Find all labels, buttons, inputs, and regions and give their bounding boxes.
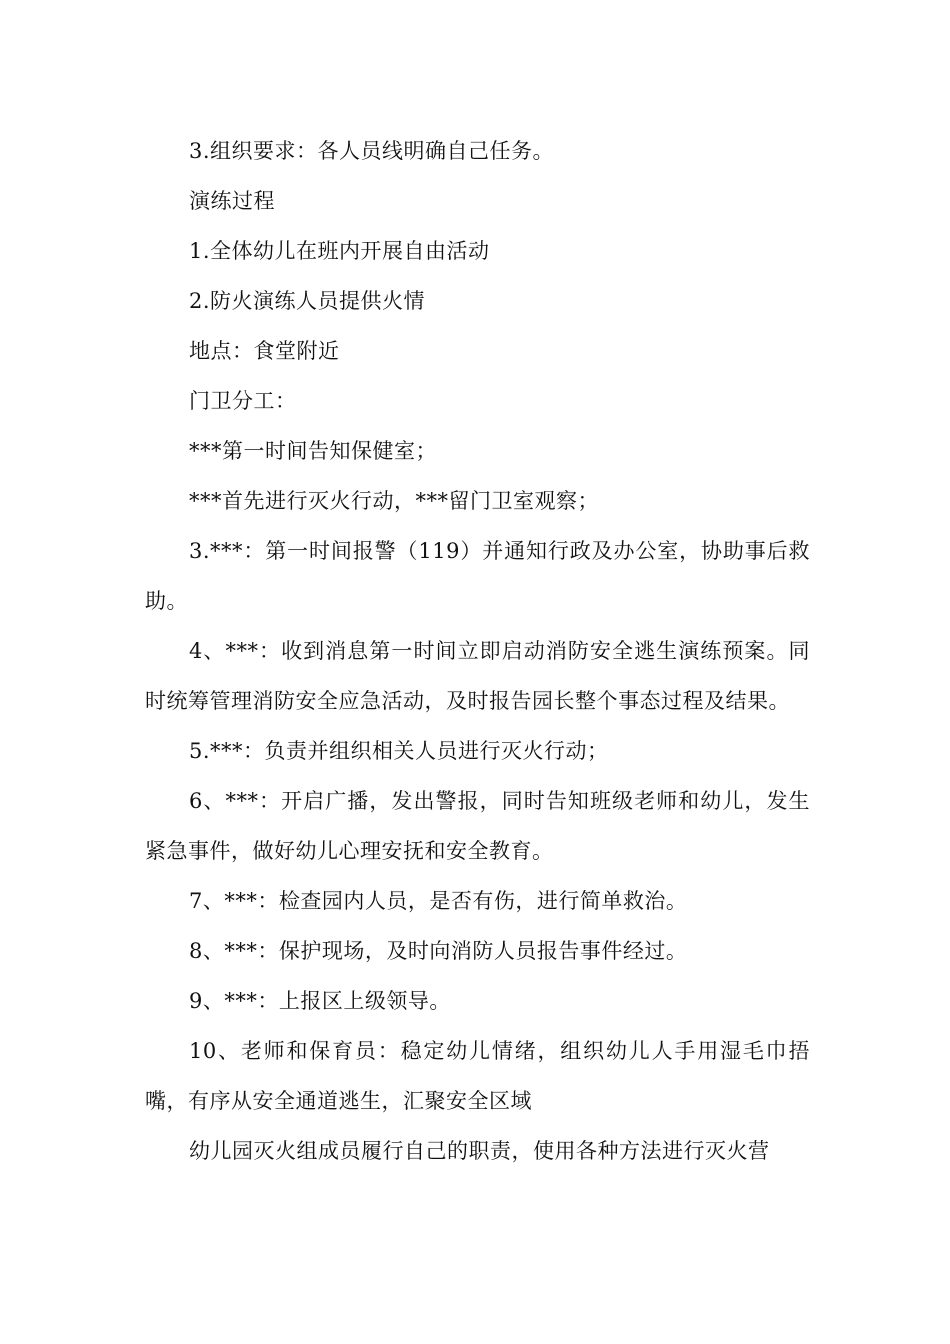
paragraph-location: 地点：食堂附近 bbox=[189, 339, 340, 363]
paragraph-guard-duties: 门卫分工： bbox=[189, 389, 297, 413]
paragraph-notify-clinic: ***第一时间告知保健室； bbox=[189, 439, 437, 463]
paragraph-step-3: 3.***：第一时间报警（119）并通知行政及办公室，协助事后救助。 bbox=[145, 539, 810, 613]
document-body bbox=[145, 126, 810, 1176]
paragraph-step-6: 6、***：开启广播，发出警报，同时告知班级老师和幼儿，发生紧急事件，做好幼儿心理安抚和安全教育。 bbox=[145, 789, 810, 863]
paragraph-step-8: 8、***：保护现场，及时向消防人员报告事件经过。 bbox=[189, 939, 688, 963]
paragraph-step-9: 9、***：上报区上级领导。 bbox=[189, 989, 451, 1013]
paragraph-step-1: 1.全体幼儿在班内开展自由活动 bbox=[189, 239, 490, 263]
paragraph-extinguish-first: ***首先进行灭火行动，***留门卫室观察； bbox=[189, 489, 599, 513]
paragraph-firefighting-team: 幼儿园灭火组成员履行自己的职责，使用各种方法进行灭火营 bbox=[189, 1139, 770, 1163]
paragraph-step-10: 10、老师和保育员：稳定幼儿情绪，组织幼儿人手用湿毛巾捂嘴，有序从安全通道逃生，汇聚安全区域 bbox=[145, 1039, 810, 1113]
paragraph-organization-requirement: 3.组织要求：各人员线明确自己任务。 bbox=[189, 139, 555, 163]
paragraph-step-7: 7、***：检查园内人员，是否有伤，进行简单救治。 bbox=[189, 889, 688, 913]
paragraph-step-2: 2.防火演练人员提供火情 bbox=[189, 289, 426, 313]
paragraph-step-4: 4、***：收到消息第一时间立即启动消防安全逃生演练预案。同时统筹管理消防安全应急活动，及时报告园长整个事态过程及结果。 bbox=[145, 639, 810, 713]
paragraph-step-5: 5.***：负责并组织相关人员进行灭火行动； bbox=[189, 739, 609, 763]
heading-drill-process: 演练过程 bbox=[189, 189, 275, 213]
